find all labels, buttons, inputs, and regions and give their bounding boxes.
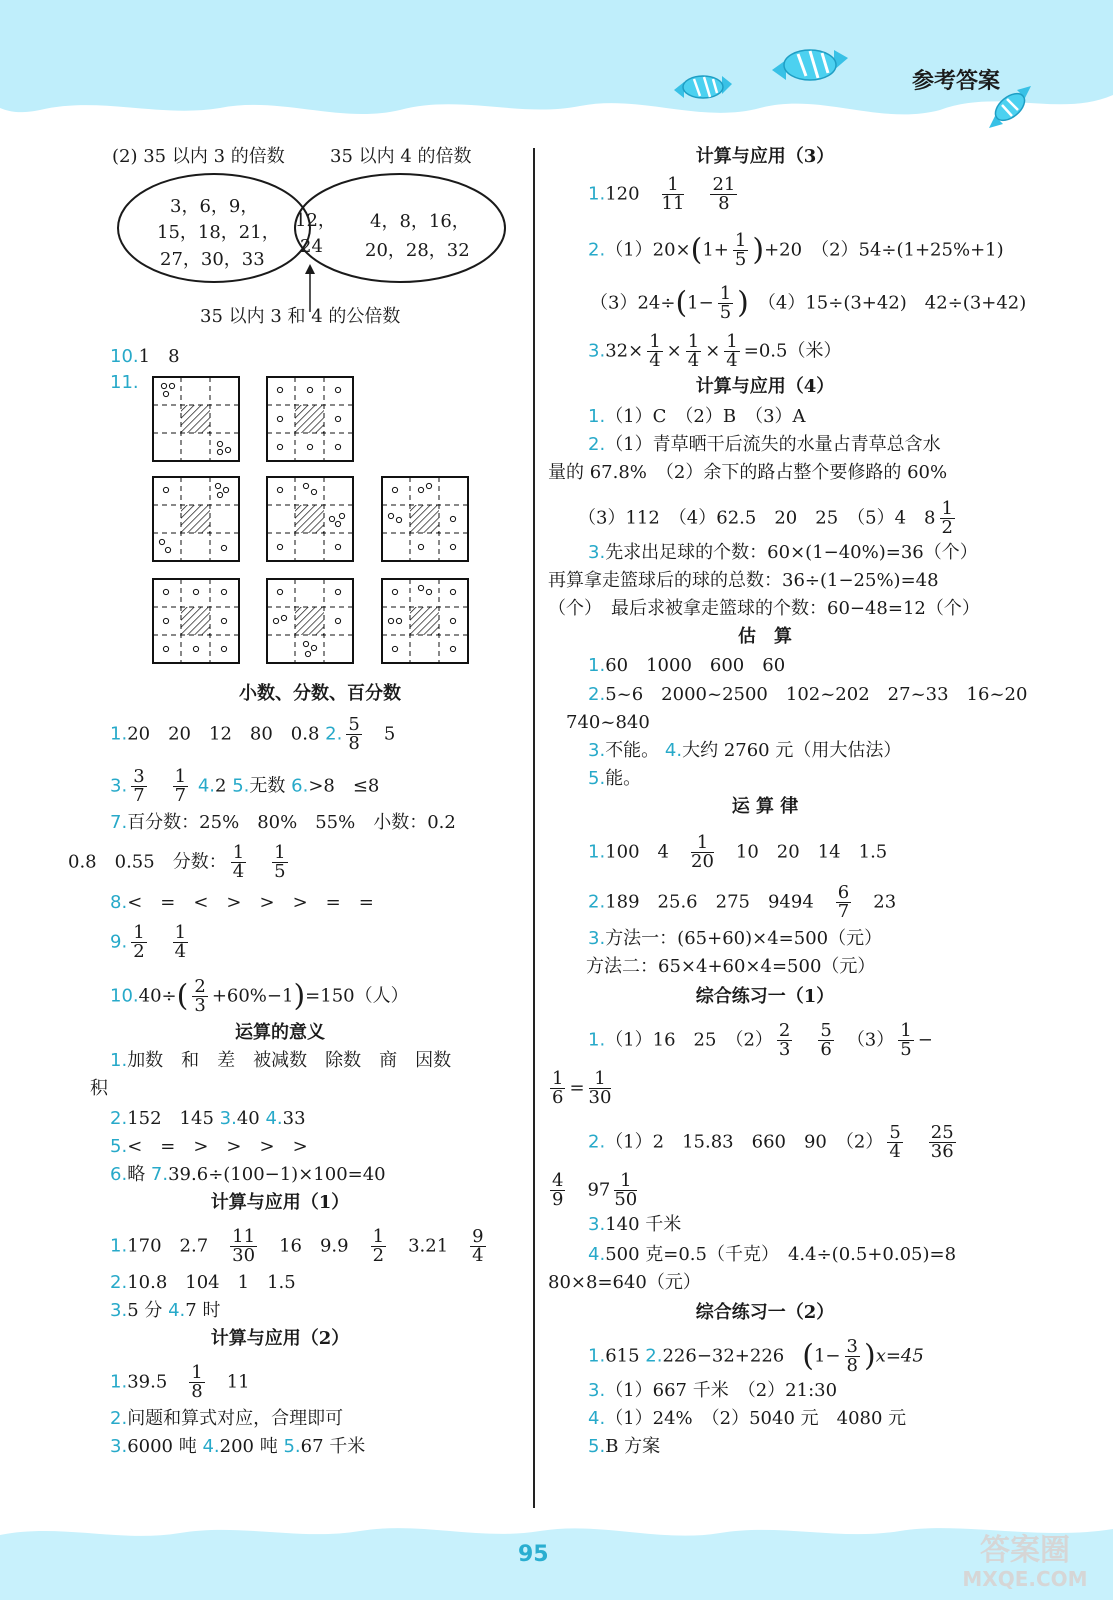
answer-line: 3.32× $\frac{1}{4}$ × $\frac{1}{4}$ × $\frac{1}{4}$ =0.5（米） (588, 331, 842, 371)
answer-text: =150（人） (305, 985, 409, 1007)
answer-text: （1）667 千米 （2）21:30 (605, 1380, 838, 1401)
answer-text: < = < > > > = = (127, 892, 374, 913)
answer-line (110, 1436, 365, 1458)
item-number: 3. (588, 340, 606, 362)
section-title: 小数、分数、百分数 (239, 683, 401, 704)
answer-line (588, 1022, 933, 1059)
section-title: 计算与应用（2） (210, 1328, 350, 1349)
answer-line (110, 1272, 296, 1294)
fraction: $\frac{2}{3}$ (194, 976, 206, 1016)
answer-text: 67 千米 (300, 1436, 366, 1457)
answer-text: 方法二：65×4+60×4=500（元） (586, 956, 876, 977)
fraction: $\frac{1}{30}$ (588, 1068, 612, 1108)
answer-text: （1）24% （2）5040 元 4080 元 (605, 1408, 907, 1429)
answer-text: 方法一：(65+60)×4=500（元） (605, 928, 883, 949)
answer-line (588, 655, 785, 677)
venn-mid-line1: 12， (295, 210, 336, 231)
grid-figure (266, 376, 354, 466)
section-title: 运 算 律 (731, 796, 799, 817)
fraction: $\frac{1}{5}$ (274, 842, 286, 882)
answer-text: （个） 最后求被拿走篮球的个数：60−48=12（个） (548, 598, 980, 619)
item-number: 1. (110, 723, 128, 745)
answer-line (588, 1380, 837, 1402)
fraction: $\frac{1}{11}$ (661, 174, 685, 214)
venn-mid-line2: 24 (300, 236, 323, 257)
answer-text: 189 25.6 275 9494 (605, 891, 814, 913)
answer-text: 60 1000 600 60 (605, 655, 786, 676)
item-number: 4. (664, 740, 683, 761)
answer-text: 先求出足球的个数：60×(1−40%)=36（个） (605, 542, 978, 563)
answer-text: 量的 67.8% （2）余下的路占整个要修路的 60% (548, 462, 948, 483)
answer-line (110, 716, 395, 753)
fraction: $\frac{1}{4}$ (174, 922, 187, 962)
answer-text: = (569, 1077, 585, 1099)
answer-line (588, 740, 901, 762)
item-number: 5. (283, 1436, 301, 1457)
item-number: 3. (588, 1380, 606, 1401)
grid-figure (152, 376, 240, 466)
item-number: 1. (588, 841, 606, 863)
answer-line (548, 570, 939, 592)
answer-text: 200 吨 (219, 1436, 278, 1457)
column-divider (533, 148, 535, 1508)
item-number: 2. (588, 1131, 606, 1153)
answer-text: 再算拿走篮球后的球的总数：36÷(1−25%)=48 (548, 570, 939, 591)
answer-text: （4）15÷(3+42) 42÷(3+42) (766, 292, 1027, 314)
fraction: $\frac{1}{4}$ (649, 331, 661, 371)
answer-line (588, 406, 806, 428)
header-band (0, 0, 1113, 120)
watermark-url: MXQE.COM (962, 1567, 1088, 1591)
fraction: $\frac{1}{2}$ (133, 922, 145, 962)
answer-text: x=45 (875, 1345, 924, 1367)
fraction: $\frac{3}{8}$ (846, 1336, 858, 1376)
answer-text: 11 (226, 1371, 250, 1393)
answer-line (110, 1136, 308, 1158)
fraction: $\frac{1}{4}$ (687, 331, 700, 371)
answer-text: 32× (605, 340, 644, 362)
fraction: $\frac{1}{20}$ (691, 832, 714, 872)
answer-text: 1+ (702, 239, 729, 261)
item-number: 10. (110, 985, 139, 1007)
answer-text: − (917, 1029, 933, 1051)
answer-text: 97 (587, 1179, 611, 1201)
fraction: $\frac{6}{7}$ (837, 882, 850, 922)
item-number: 3. (588, 928, 606, 949)
answer-text: 5~6 2000~2500 102~202 27~33 16~20 (605, 684, 1028, 705)
answer-line (588, 1408, 906, 1430)
answer-text: 740~840 (566, 712, 650, 733)
answer-line (546, 1172, 641, 1209)
fraction: $\frac{3}{7}$ (133, 766, 145, 806)
answer-text: 1 8 (138, 346, 180, 367)
page-number: 95 (518, 1542, 549, 1567)
venn-left-line2: 15，18，21， (157, 222, 280, 243)
answer-line (588, 928, 882, 950)
answer-text: （1）C （2）B （3）A (605, 406, 806, 427)
fraction: $\frac{2}{3}$ (778, 1020, 791, 1060)
grid-figure (152, 476, 240, 566)
answer-text: 加数 和 差 被减数 除数 商 因数 (127, 1050, 452, 1071)
item-number: 3. (588, 740, 606, 761)
item-number: 8. (110, 892, 128, 913)
fraction: $\frac{1}{6}$ (552, 1068, 564, 1108)
item-number: 2. (110, 1272, 128, 1293)
answer-text: +20 （2）54÷(1+25%+1) (764, 239, 1004, 261)
item-number: 3. (588, 542, 606, 563)
answer-line (588, 1214, 681, 1236)
answer-text: 40 (236, 1108, 260, 1129)
grid-figure (381, 578, 469, 668)
venn-left-line1: 3，6，9， (170, 196, 259, 217)
answer-text: （1）20× (605, 239, 691, 261)
grid-figure (152, 578, 240, 668)
item-number: 4. (202, 1436, 220, 1457)
answer-line (566, 712, 650, 734)
answer-text: 39.5 (127, 1371, 168, 1393)
grid-figure (266, 578, 354, 668)
answer-line (110, 1108, 306, 1130)
fraction: $\frac{1}{2}$ (941, 498, 953, 538)
venn-left-line3: 27，30，33 (160, 249, 265, 270)
answer-text: 7 时 (185, 1300, 221, 1321)
fraction: $\frac{25}{36}$ (930, 1122, 954, 1162)
fraction: $\frac{1}{5}$ (719, 283, 732, 323)
answer-line (588, 1244, 956, 1266)
section-title: 计算与应用（3） (695, 146, 835, 167)
item-number: 2. (588, 434, 606, 455)
answer-line (110, 812, 456, 834)
item-number: 3. (110, 775, 128, 797)
answer-text: 152 145 (127, 1108, 214, 1129)
item-number: 4. (197, 775, 216, 797)
grid-figure (381, 476, 469, 566)
fraction: $\frac{5}{6}$ (820, 1020, 832, 1060)
answer-text: 226−32+226 (662, 1345, 785, 1367)
answer-line (588, 1436, 660, 1458)
answer-text: （1）16 25 （2） (605, 1029, 773, 1051)
answer-line (110, 346, 180, 368)
answer-line (110, 924, 192, 961)
answer-text: 0.8 0.55 分数： (68, 851, 227, 873)
answer-line (588, 684, 1027, 706)
answer-text: 能。 (605, 768, 642, 789)
answer-text: 10.8 104 1 1.5 (127, 1272, 296, 1293)
answer-text: 3.21 (408, 1235, 449, 1257)
item-number: 1. (588, 1029, 606, 1051)
answer-text: 20 20 12 80 0.8 (127, 723, 320, 745)
item-number: 10. (110, 346, 139, 367)
answer-line (588, 434, 941, 456)
answer-text: 615 (605, 1345, 640, 1367)
item-number: 6. (110, 1164, 128, 1185)
fraction: $\frac{5}{4}$ (889, 1122, 901, 1162)
answer-line (110, 1300, 220, 1322)
answer-text: +60%−1 (211, 985, 294, 1007)
section-title: 运算的意义 (235, 1022, 325, 1043)
grid-figure (266, 476, 354, 566)
item-number: 2. (588, 239, 606, 261)
item-number: 1. (588, 1345, 606, 1367)
venn-left-title: (2) 35 以内 3 的倍数 (112, 146, 285, 167)
item-number: 7. (150, 1164, 169, 1185)
answer-line (68, 844, 292, 881)
venn-right-line1: 4，8，16， (370, 211, 470, 232)
item-number: 4. (168, 1300, 186, 1321)
section-title: 估 算 (738, 626, 792, 647)
answer-text: （3）112 （4）62.5 20 25 （5）4 8 (578, 507, 936, 529)
header-title: 参考答案 (912, 69, 1001, 94)
answer-line (588, 542, 978, 564)
item-number: 4. (588, 1408, 606, 1429)
answer-text: 大约 2760 元（用大估法） (682, 740, 902, 761)
fraction: $\frac{1}{8}$ (191, 1362, 203, 1402)
item-number: 5. (588, 1436, 606, 1457)
answer-text: （1）2 15.83 660 90 （2） (605, 1131, 884, 1153)
venn-caption: 35 以内 3 和 4 的公倍数 (200, 306, 401, 327)
answer-line (588, 834, 887, 871)
answer-line (548, 598, 980, 620)
answer-text: 积 (90, 1078, 108, 1099)
answer-line (110, 1050, 451, 1072)
answer-text: 120 (605, 183, 640, 205)
item-number: 9. (110, 931, 128, 953)
answer-line: 2.（1）20×(1+ $\frac{1}{5}$ )+20 （2）54÷(1+25%+1) (588, 230, 1004, 270)
answer-text: 100 4 (605, 841, 669, 863)
answer-text: >8 ≤8 (308, 775, 380, 797)
fraction: $\frac{1}{7}$ (174, 766, 187, 806)
answer-line (546, 1070, 615, 1107)
fraction: $\frac{1}{5}$ (900, 1020, 912, 1060)
answer-line (110, 768, 379, 805)
venn-right-title: 35 以内 4 的倍数 (330, 146, 472, 167)
item-number: 5. (588, 768, 606, 789)
answer-line (110, 892, 374, 914)
answer-text: （1）青草晒干后流失的水量占青草总含水 (605, 434, 941, 455)
answer-line (110, 1408, 343, 1430)
fraction: $\frac{1}{2}$ (372, 1226, 385, 1266)
answer-text: 80×8=640（元） (548, 1272, 701, 1293)
item-number: 1. (588, 183, 606, 205)
watermark-logo: 答案圈 (980, 1533, 1070, 1568)
answer-text: 百分数：25% 80% 55% 小数：0.2 (127, 812, 456, 833)
item-number: 1. (110, 1235, 128, 1257)
fraction: $\frac{1}{50}$ (614, 1170, 638, 1210)
item-number: 1. (110, 1371, 128, 1393)
item-number: 1. (110, 1050, 128, 1071)
fraction: $\frac{4}{9}$ (552, 1170, 564, 1210)
answer-text: =0.5（米） (743, 340, 842, 362)
answer-line (588, 176, 741, 213)
fraction: $\frac{11}{30}$ (232, 1226, 256, 1266)
answer-text: 39.6÷(100−1)×100=40 (168, 1164, 386, 1185)
section-title: 综合练习一（2） (695, 1302, 835, 1323)
answer-line: 1.615 2.226−32+226 (1− $\frac{3}{8}$ )x=45 (588, 1336, 924, 1376)
item-number: 3. (110, 1300, 128, 1321)
answer-line (90, 1078, 108, 1100)
item-number: 2. (110, 1408, 128, 1429)
answer-line (578, 500, 959, 537)
answer-text: 23 (873, 891, 897, 913)
answer-text: 5 (383, 723, 396, 745)
answer-text: （3） (855, 1029, 895, 1051)
answer-line (110, 372, 139, 394)
answer-line (110, 1364, 250, 1401)
answer-line (548, 1272, 701, 1294)
item-number: 5. (232, 775, 250, 797)
candy-icon (672, 70, 734, 106)
item-number: 2. (645, 1345, 663, 1367)
answer-line: （3）24÷(1− $\frac{1}{5}$ ) （4）15÷(3+42) 42÷(3+42) (590, 283, 1027, 323)
answer-text: 1− (813, 1345, 841, 1367)
answer-line (588, 1124, 960, 1161)
item-number: 1. (588, 655, 606, 676)
item-number: 2. (588, 684, 606, 705)
answer-text: （3）24÷ (590, 292, 676, 314)
item-number: 1. (588, 406, 606, 427)
answer-text: 140 千米 (605, 1214, 682, 1235)
candy-icon (770, 40, 850, 90)
fraction: $\frac{1}{4}$ (232, 842, 245, 882)
answer-text: 40÷ (138, 985, 177, 1007)
answer-text: 6000 吨 (127, 1436, 197, 1457)
fraction: $\frac{5}{8}$ (348, 714, 360, 754)
item-number: 4. (265, 1108, 283, 1129)
fraction: $\frac{1}{5}$ (734, 230, 747, 270)
item-number: 7. (110, 812, 128, 833)
item-number: 11. (110, 372, 139, 393)
answer-text: 5 分 (127, 1300, 163, 1321)
answer-text: 不能。 (605, 740, 660, 761)
fraction: $\frac{1}{4}$ (726, 331, 738, 371)
answer-text: 2 (215, 775, 227, 797)
item-number: 2. (588, 891, 606, 913)
answer-text: 500 克=0.5（千克） 4.4÷(0.5+0.05)=8 (605, 1244, 957, 1265)
venn-right-line2: 20，28，32 (365, 240, 470, 261)
watermark (940, 1535, 1110, 1595)
item-number: 5. (110, 1136, 128, 1157)
answer-text: B 方案 (605, 1436, 661, 1457)
item-number: 3. (219, 1108, 237, 1129)
section-title: 计算与应用（4） (695, 376, 835, 397)
answer-text: 1− (687, 292, 714, 314)
fraction: $\frac{9}{4}$ (472, 1226, 484, 1266)
section-title: 计算与应用（1） (210, 1192, 350, 1213)
answer-text: 略 (127, 1164, 146, 1185)
answer-text: 33 (282, 1108, 306, 1129)
answer-text: 10 20 14 1.5 (735, 841, 888, 863)
section-title: 综合练习一（1） (695, 986, 835, 1007)
item-number: 2. (325, 723, 343, 745)
item-number: 3. (110, 1436, 128, 1457)
fraction: $\frac{21}{8}$ (712, 174, 736, 214)
answer-text: 问题和算式对应，合理即可 (127, 1408, 344, 1429)
answer-line: 10.40÷( $\frac{2}{3}$ +60%−1)=150（人） (110, 976, 409, 1016)
answer-text: < = > > > > (127, 1136, 308, 1157)
item-number: 2. (110, 1108, 128, 1129)
answer-line (110, 1164, 386, 1186)
item-number: 4. (588, 1244, 606, 1265)
answer-line (110, 1228, 490, 1265)
answer-text: 16 9.9 (279, 1235, 349, 1257)
answer-line (548, 462, 947, 484)
answer-line (588, 884, 896, 921)
answer-line (586, 956, 875, 978)
answer-line (588, 768, 641, 790)
answer-text: 170 2.7 (127, 1235, 209, 1257)
item-number: 3. (588, 1214, 606, 1235)
answer-text: 无数 (249, 775, 286, 797)
item-number: 6. (291, 775, 309, 797)
